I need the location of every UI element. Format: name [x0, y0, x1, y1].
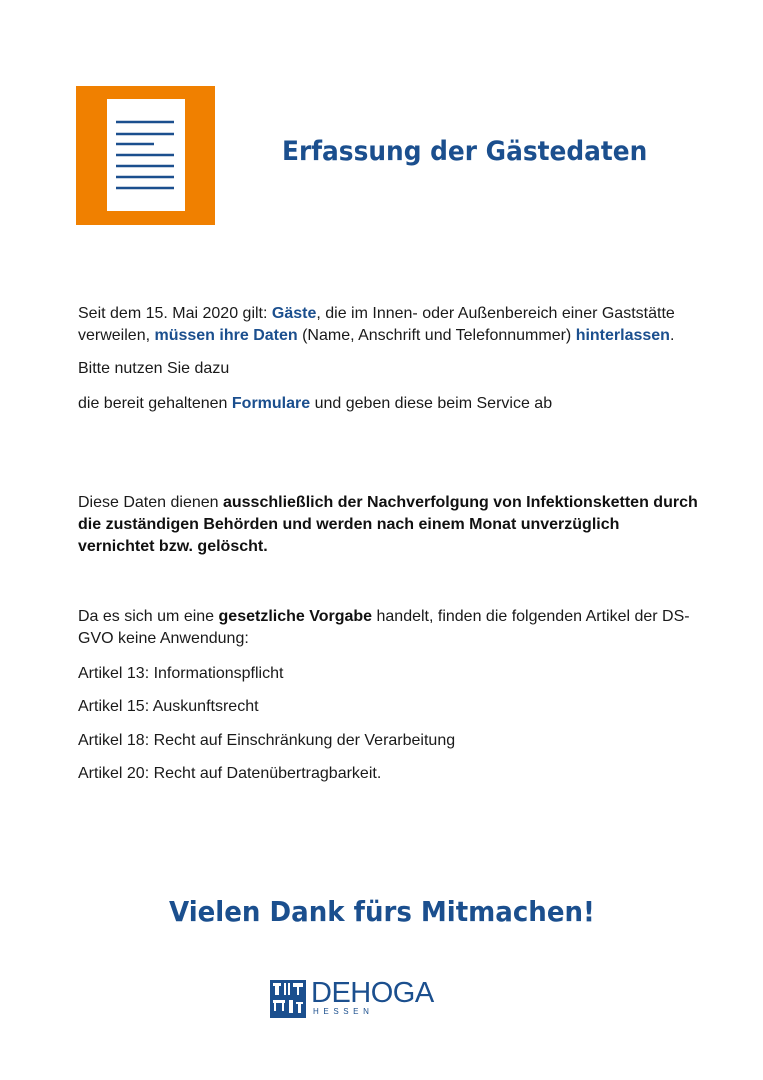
forms-line: die bereit gehaltenen Formulare und geben diese beim Service ab — [78, 395, 553, 412]
article-item: Artikel 18: Recht auf Einschränkung der Verarbeitung — [78, 732, 456, 749]
article-item: Artikel 20: Recht auf Datenübertragbarkeit. — [78, 765, 382, 782]
intro-paragraph: Seit dem 15. Mai 2020 gilt: Gäste, die im Innen- oder Außenbereich einer Gaststätte verweilen, müssen ihre Daten (Name, Anschrift und Telefonnummer) hinterlassen. — [78, 305, 675, 344]
highlight-gaeste: Gäste — [271, 305, 317, 322]
highlight-formulare: Formulare — [231, 395, 311, 412]
logo-name: DEHOGA — [311, 977, 434, 1009]
purpose-bold-text: ausschließlich der Nachverfolgung von Infektionsketten durch die zuständigen Behörden und werden nach einem Monat unverzüglich vernichtet bzw. gelöscht. — [78, 494, 698, 555]
article-item: Artikel 13: Informationspflicht — [78, 665, 284, 682]
article-item: Artikel 15: Auskunftsrecht — [78, 698, 259, 715]
dehoga-logo-mark-icon — [270, 980, 306, 1018]
instruction-line: Bitte nutzen Sie dazu — [78, 360, 230, 377]
page-title: Erfassung der Gästedaten — [282, 136, 648, 167]
document-icon — [76, 86, 215, 225]
legal-paragraph: Da es sich um eine gesetzliche Vorgabe handelt, finden die folgenden Artikel der DS-GVO keine Anwendung: — [78, 608, 690, 647]
purpose-paragraph: Diese Daten dienen ausschließlich der Nachverfolgung von Infektionsketten durch die zuständigen Behörden und werden nach einem Monat unverzüglich vernichtet bzw. gelöscht. — [78, 494, 698, 555]
logo-subtitle: HESSEN — [313, 1007, 374, 1016]
legal-bold-text: gesetzliche Vorgabe — [218, 608, 373, 625]
dehoga-logo — [270, 976, 450, 1024]
thanks-heading: Vielen Dank fürs Mitmachen! — [168, 895, 595, 928]
highlight-hinterlassen: hinterlassen — [575, 327, 670, 344]
highlight-muessen: müssen ihre Daten — [154, 327, 298, 344]
